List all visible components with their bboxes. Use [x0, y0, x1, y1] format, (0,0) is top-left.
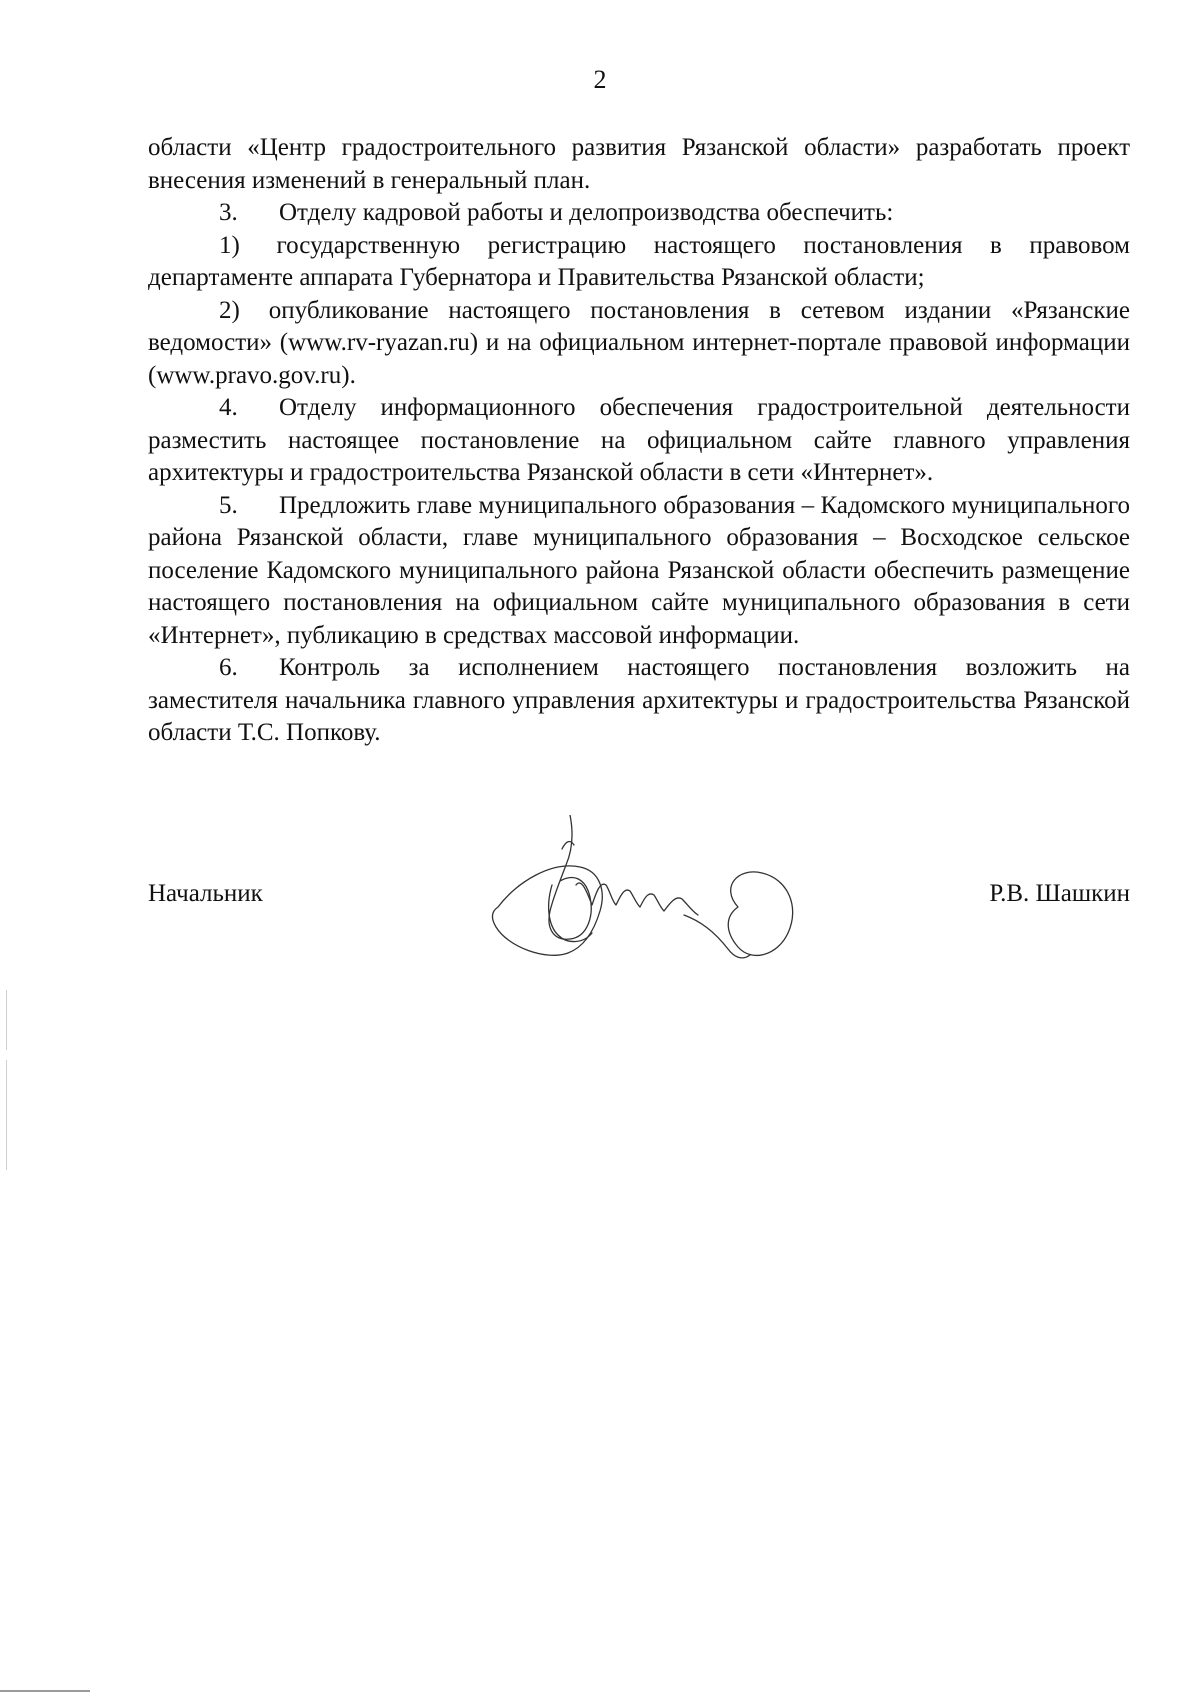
- paragraph-text: опубликование настоящего постановления в сетевом издании «Рязанские ведомости» (www.rv-ryazan.ru) и на официальном интернет-портале правовой информации (www.pravo.gov.ru).: [148, 296, 1130, 389]
- document-body: [148, 132, 1130, 750]
- paragraph-number: 1): [219, 231, 240, 259]
- signatory-name: Р.В. Шашкин: [989, 880, 1130, 907]
- paragraph-number: 5.: [219, 491, 238, 519]
- paragraph-text: Контроль за исполнением настоящего постановления возложить на заместителя начальника главного управления архитектуры и градостроительства Рязанской области Т.С. Попкову.: [148, 654, 1130, 746]
- paragraph-number: 6.: [219, 654, 238, 681]
- paragraph-item-5: [148, 490, 1130, 653]
- page-number: 2: [593, 65, 607, 94]
- signatory-position: Начальник: [148, 880, 263, 907]
- paragraph-text: области «Центр градостроительного развития Рязанской области» разработать проект внесения изменений в генеральный план.: [148, 134, 1130, 194]
- paragraph-text: Отделу кадровой работы и делопроизводства обеспечить:: [279, 199, 894, 226]
- paragraph-text: государственную регистрацию настоящего постановления в правовом департаменте аппарата Губернатора и Правительства Рязанской области;: [148, 231, 1130, 291]
- paragraph-subitem-2: [148, 295, 1130, 393]
- paragraph-number: 3.: [219, 199, 238, 226]
- paragraph-number: 2): [219, 296, 240, 324]
- paragraph-text: Предложить главе муниципального образования – Кадомского муниципального района Рязанской области, главе муниципального образования – Восходское сельское поселение Кадомского муниципального района Рязанской области обеспечить размещение настоящего постановления на официальном сайте муниципального образования в сети «Интернет», публикацию в средствах массовой информации.: [148, 491, 1130, 649]
- paragraph-number: 4.: [219, 394, 238, 421]
- paragraph-item-6: [148, 652, 1130, 750]
- paragraph-text: Отделу информационного обеспечения градостроительной деятельности разместить настоящее постановление на официальном сайте главного управления архитектуры и градостроительства Рязанской области в сети «Интернет».: [148, 394, 1130, 486]
- paragraph-continuation: [148, 132, 1130, 197]
- signature-block: [148, 878, 1130, 918]
- paragraph-item-4: [148, 392, 1130, 490]
- scan-artifact-line: [0, 1690, 90, 1692]
- paragraph-subitem-1: [148, 230, 1130, 295]
- scan-artifact-edge: [6, 1060, 7, 1170]
- paragraph-item-3: [148, 197, 1130, 230]
- scan-artifact-edge: [6, 990, 7, 1050]
